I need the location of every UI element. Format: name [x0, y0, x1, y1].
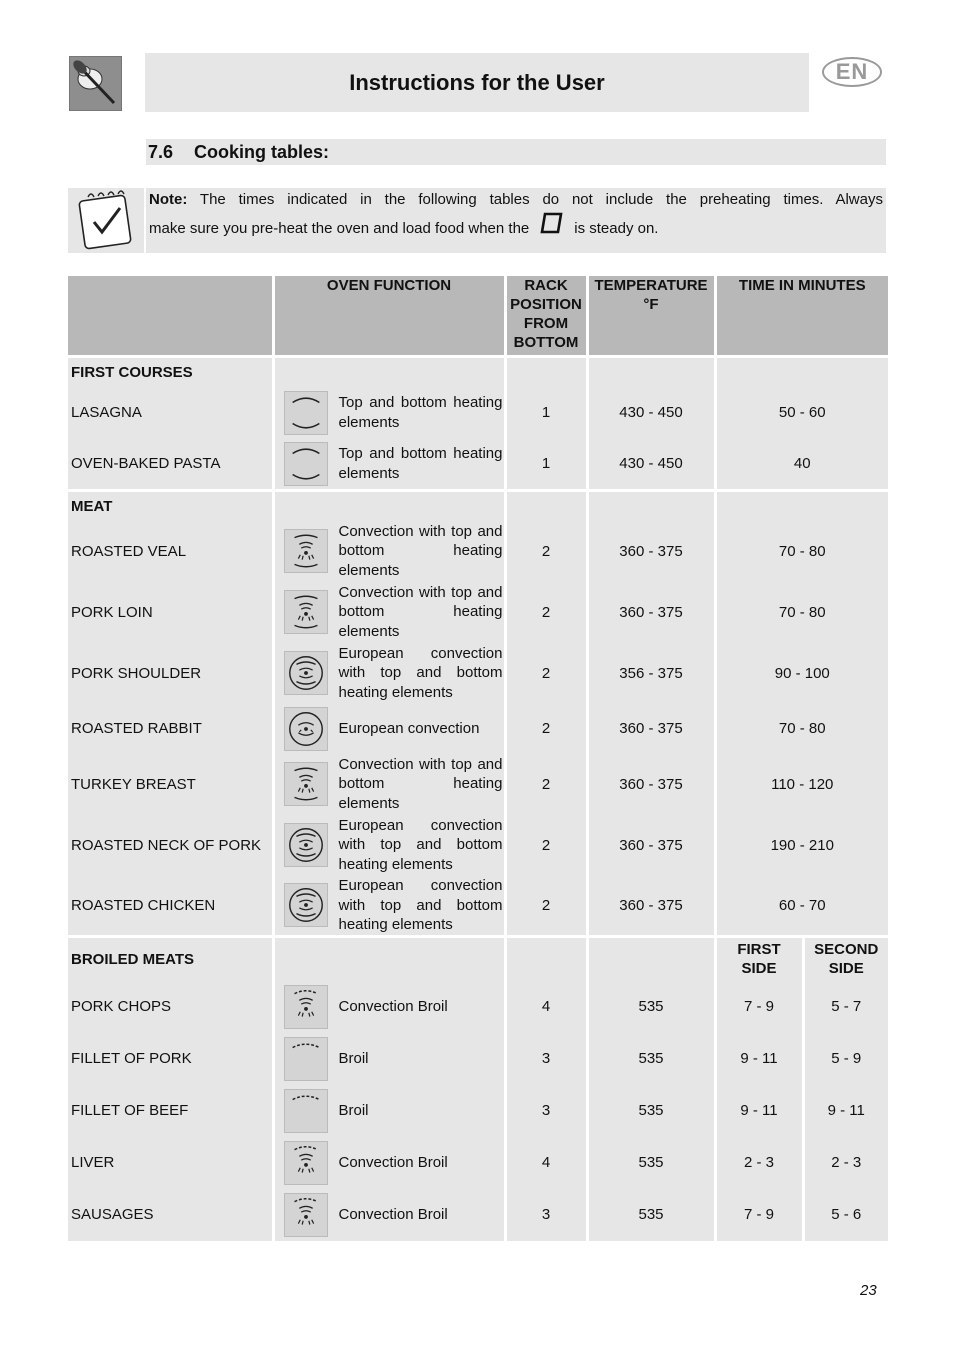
rack-position: 2: [505, 582, 587, 643]
dish-name: ROASTED RABBIT: [68, 704, 273, 754]
table-row: [68, 876, 888, 937]
temperature: 360 - 375: [587, 704, 715, 754]
dish-name: OVEN-BAKED PASTA: [68, 439, 273, 491]
dish-name: ROASTED CHICKEN: [68, 876, 273, 937]
convection-top-bottom-icon: [284, 529, 328, 573]
temperature: 360 - 375: [587, 815, 715, 876]
time-minutes: 60 - 70: [715, 876, 888, 937]
broil-icon: [284, 1089, 328, 1133]
oven-function: Broil: [338, 1101, 369, 1119]
rack-position: 2: [505, 704, 587, 754]
dish-name: PORK SHOULDER: [68, 643, 273, 704]
time-second-side: 5 - 7: [803, 981, 888, 1033]
table-row: [68, 643, 888, 704]
note-text-3: is steady on.: [574, 220, 659, 237]
table-row: [68, 704, 888, 754]
european-convection-top-bottom-icon: [284, 883, 328, 927]
oven-function: Broil: [338, 1049, 369, 1067]
indicator-light-icon: [539, 211, 565, 247]
time-minutes: 70 - 80: [715, 521, 888, 582]
table-row: [68, 521, 888, 582]
oven-function: Convection with top and bottom heating elements: [338, 583, 503, 640]
dish-name: LASAGNA: [68, 387, 273, 439]
header-temperature: [587, 276, 715, 357]
dish-name: LIVER: [68, 1137, 273, 1189]
oven-function: Convection Broil: [338, 1205, 448, 1223]
temperature: 535: [587, 981, 715, 1033]
rack-position: 4: [505, 981, 587, 1033]
category-first-courses: FIRST COURSES: [68, 357, 273, 387]
header-rack-position: RACK POSITION FROM BOTTOM: [505, 276, 587, 357]
time-first-side: 7 - 9: [715, 1189, 803, 1241]
rack-position: 1: [505, 387, 587, 439]
category-meat: MEAT: [68, 491, 273, 521]
oven-function: European convection: [338, 719, 480, 737]
oven-function: Top and bottom heating elements: [338, 394, 503, 431]
note-text-2: make sure you pre-heat the oven and load food when the: [149, 220, 530, 237]
header-temperature-line1: TEMPERATURE: [594, 277, 708, 294]
table-row: [68, 1137, 888, 1189]
oven-function: European convection with top and bottom heating elements: [338, 816, 503, 873]
header-second-side: SECOND SIDE: [803, 937, 888, 981]
time-minutes: 50 - 60: [715, 387, 888, 439]
dish-name: FILLET OF BEEF: [68, 1085, 273, 1137]
dish-name: PORK CHOPS: [68, 981, 273, 1033]
convection-broil-icon: [284, 1141, 328, 1185]
top-bottom-heat-icon: [284, 442, 328, 486]
convection-top-bottom-icon: [284, 762, 328, 806]
chef-logo-icon: [69, 56, 122, 111]
european-convection-icon: [284, 707, 328, 751]
time-second-side: 5 - 6: [803, 1189, 888, 1241]
temperature: 535: [587, 1137, 715, 1189]
temperature: 360 - 375: [587, 582, 715, 643]
time-minutes: 70 - 80: [715, 704, 888, 754]
rack-position: 2: [505, 643, 587, 704]
table-row: [68, 439, 888, 491]
time-first-side: 9 - 11: [715, 1033, 803, 1085]
temperature: 430 - 450: [587, 387, 715, 439]
section-number: 7.6: [148, 141, 174, 162]
rack-position: 2: [505, 754, 587, 815]
european-convection-top-bottom-icon: [284, 651, 328, 695]
oven-function: European convection with top and bottom heating elements: [338, 644, 503, 701]
time-minutes: 70 - 80: [715, 582, 888, 643]
note-text-1: The times indicated in the following tables do not include the preheating times. Always: [199, 191, 883, 208]
temperature: 356 - 375: [587, 643, 715, 704]
broil-icon: [284, 1037, 328, 1081]
time-first-side: 7 - 9: [715, 981, 803, 1033]
time-second-side: 5 - 9: [803, 1033, 888, 1085]
time-first-side: 9 - 11: [715, 1085, 803, 1137]
european-convection-top-bottom-icon: [284, 823, 328, 867]
rack-position: 2: [505, 876, 587, 937]
time-minutes: 190 - 210: [715, 815, 888, 876]
table-row: [68, 387, 888, 439]
rack-position: 3: [505, 1189, 587, 1241]
header-temperature-line2: °F: [643, 296, 659, 313]
section-heading: [146, 139, 886, 165]
table-row: [68, 1033, 888, 1085]
cooking-table: [68, 276, 888, 1241]
dish-name: PORK LOIN: [68, 582, 273, 643]
temperature: 430 - 450: [587, 439, 715, 491]
category-row: [68, 937, 888, 981]
oven-function: Convection Broil: [338, 1153, 448, 1171]
table-row: [68, 981, 888, 1033]
dish-name: ROASTED VEAL: [68, 521, 273, 582]
rack-position: 4: [505, 1137, 587, 1189]
dish-name: FILLET OF PORK: [68, 1033, 273, 1085]
temperature: 360 - 375: [587, 876, 715, 937]
time-minutes: 40: [715, 439, 888, 491]
section-title: Cooking tables:: [194, 141, 330, 162]
oven-function: Convection with top and bottom heating elements: [338, 755, 503, 812]
page-title: Instructions for the User: [145, 53, 809, 112]
rack-position: 2: [505, 815, 587, 876]
category-broiled-meats: BROILED MEATS: [68, 937, 273, 981]
note-box: [146, 188, 886, 253]
time-minutes: 110 - 120: [715, 754, 888, 815]
rack-position: 2: [505, 521, 587, 582]
dish-name: SAUSAGES: [68, 1189, 273, 1241]
oven-function: Top and bottom heating elements: [338, 445, 503, 482]
rack-position: 3: [505, 1085, 587, 1137]
convection-top-bottom-icon: [284, 590, 328, 634]
note-pad-icon: [68, 188, 144, 253]
header-first-side: FIRST SIDE: [715, 937, 803, 981]
table-row: [68, 1189, 888, 1241]
rack-position: 1: [505, 439, 587, 491]
note-label: Note:: [149, 191, 188, 208]
temperature: 535: [587, 1085, 715, 1137]
temperature: 535: [587, 1189, 715, 1241]
time-minutes: 90 - 100: [715, 643, 888, 704]
table-row: [68, 754, 888, 815]
time-second-side: 2 - 3: [803, 1137, 888, 1189]
header-time: TIME IN MINUTES: [715, 276, 888, 357]
dish-name: TURKEY BREAST: [68, 754, 273, 815]
oven-function: Convection Broil: [338, 997, 448, 1015]
table-row: [68, 815, 888, 876]
header-oven-function: OVEN FUNCTION: [273, 276, 505, 357]
oven-function: European convection with top and bottom heating elements: [338, 877, 503, 933]
dish-name: ROASTED NECK OF PORK: [68, 815, 273, 876]
convection-broil-icon: [284, 985, 328, 1029]
language-badge: EN: [822, 57, 882, 87]
temperature: 535: [587, 1033, 715, 1085]
convection-broil-icon: [284, 1193, 328, 1237]
temperature: 360 - 375: [587, 521, 715, 582]
time-second-side: 9 - 11: [803, 1085, 888, 1137]
table-row: [68, 1085, 888, 1137]
category-row: [68, 357, 888, 387]
time-first-side: 2 - 3: [715, 1137, 803, 1189]
page-number: 23: [860, 1282, 877, 1299]
table-row: [68, 582, 888, 643]
table-header-row: [68, 276, 888, 357]
rack-position: 3: [505, 1033, 587, 1085]
header-dish: [68, 276, 273, 357]
top-bottom-heat-icon: [284, 391, 328, 435]
category-row: [68, 491, 888, 521]
oven-function: Convection with top and bottom heating elements: [338, 522, 503, 579]
temperature: 360 - 375: [587, 754, 715, 815]
